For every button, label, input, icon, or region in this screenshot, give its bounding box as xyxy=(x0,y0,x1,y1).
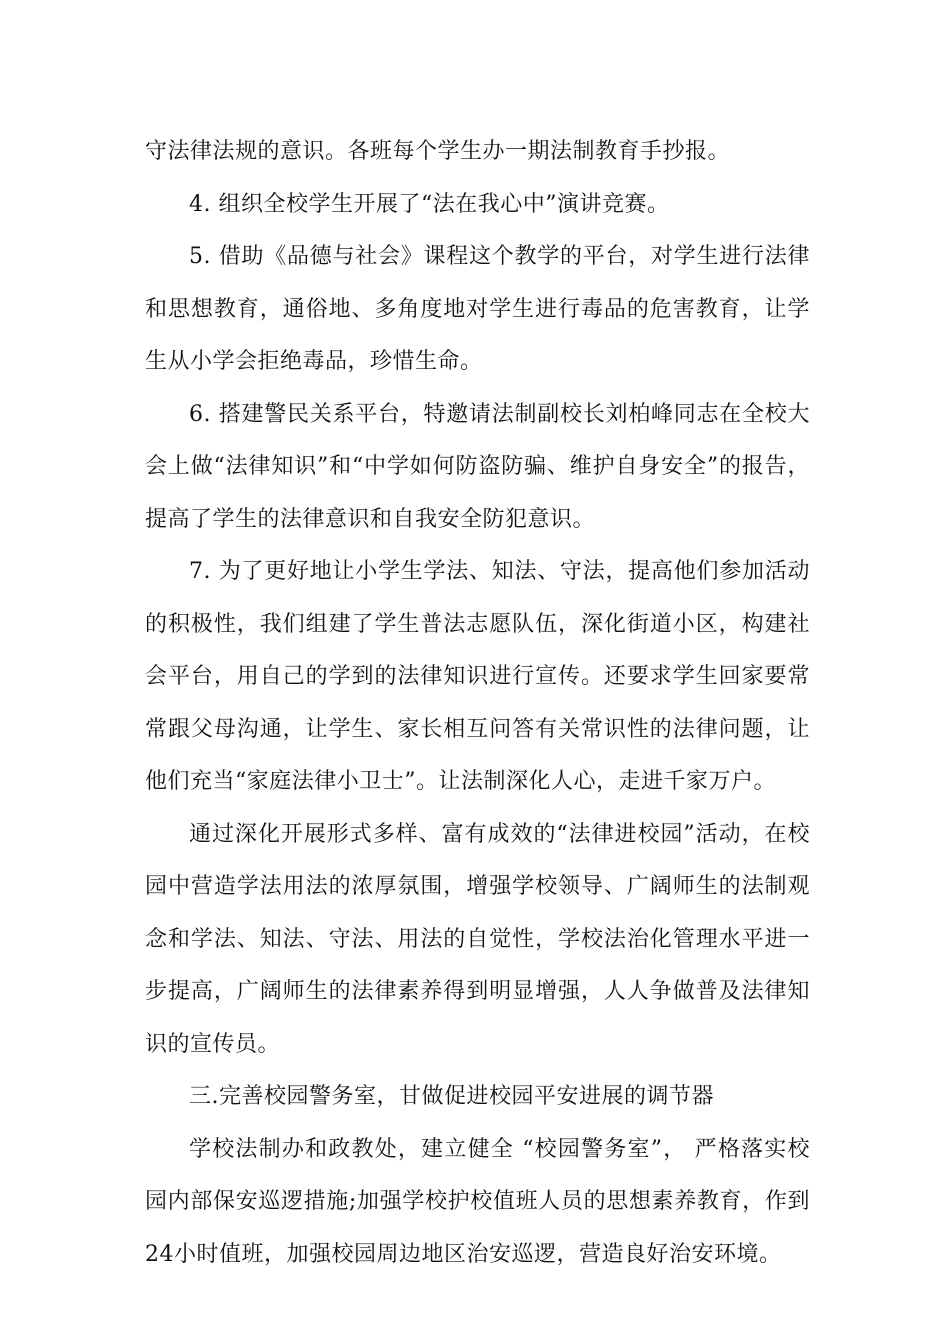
paragraph-4: 6. 搭建警民关系平台，特邀请法制副校长刘柏峰同志在全校大会上做“法律知识”和“中学如何防盗防骗、维护自身安全”的报告，提高了学生的法律意识和自我安全防犯意识。 xyxy=(145,401,810,532)
paragraph-2: 4. 组织全校学生开展了“法在我心中”演讲竞赛。 xyxy=(189,191,670,217)
document-body xyxy=(145,126,810,1281)
paragraph-1: 守法律法规的意识。各班每个学生办一期法制教育手抄报。 xyxy=(145,139,731,164)
paragraph-6: 通过深化开展形式多样、富有成效的“法律进校园”活动，在校园中营造学法用法的浓厚氛围，增强学校领导、广阔师生的法制观念和学法、知法、守法、用法的自觉性，学校法治化管理水平进一步提高，广阔师生的法律素养得到明显增强，人人争做普及法律知识的宣传员。 xyxy=(145,821,810,1057)
paragraph-3: 5. 借助《品德与社会》课程这个教学的平台，对学生进行法律和思想教育，通俗地、多角度地对学生进行毒品的危害教育，让学生从小学会拒绝毒品，珍惜生命。 xyxy=(145,244,810,374)
paragraph-7: 学校法制办和政教处，建立健全 “校园警务室”， 严格落实校园内部保安巡逻措施;加强学校护校值班人员的思想素养教育，作到24小时值班，加强校园周边地区治安巡逻，营造良好治安环境。 xyxy=(145,1136,810,1267)
paragraph-5: 7. 为了更好地让小学生学法、知法、守法，提高他们参加活动的积极性，我们组建了学生普法志愿队伍，深化街道小区，构建社会平台，用自己的学到的法律知识进行宣传。还要求学生回家要常常跟父母沟通，让学生、家长相互问答有关常识性的法律问题，让他们充当“家庭法律小卫士”。让法制深化人心，走进千家万户。 xyxy=(145,559,810,794)
section-heading: 三.完善校园警务室，甘做促进校园平安进展的调节器 xyxy=(189,1084,714,1109)
